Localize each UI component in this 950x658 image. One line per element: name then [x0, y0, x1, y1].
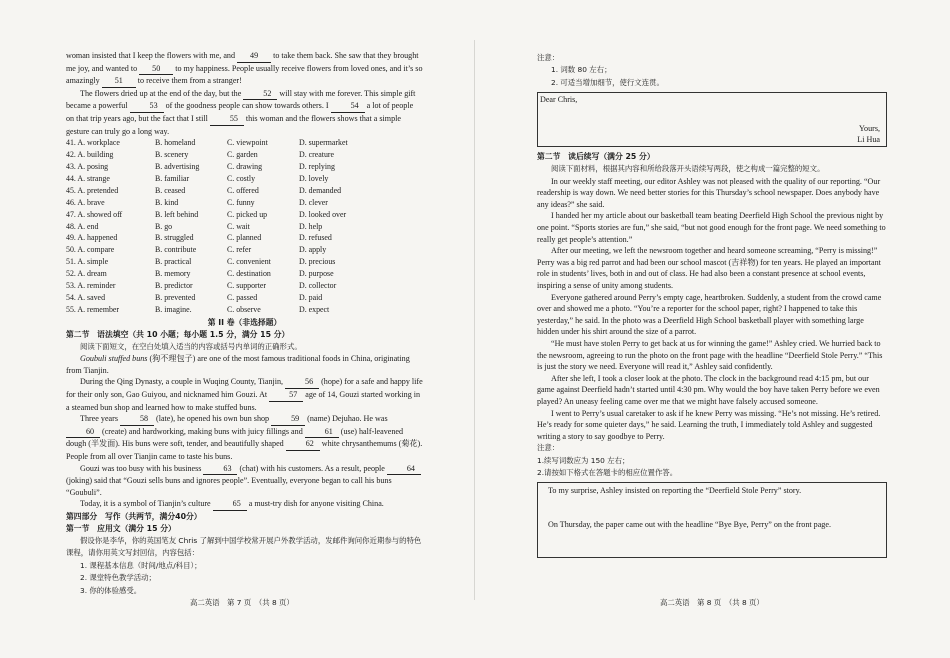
option-choice[interactable]: C. planned [227, 233, 262, 243]
writing-point-1: 1. 课程基本信息（时间/地点/科目）； [80, 560, 202, 570]
option-choice[interactable]: 45. A. pretended [66, 185, 119, 195]
notes-title: 注意： [537, 53, 560, 62]
story-paragraph-4: Everyone gathered around Perry’s empty cage, heartbroken. Suddenly, a student from the crowd came over and showed me a photo. “You’re a reporter for the school paper, right? I happened to take this yesterday,” he said. In the photo was a Deerfield High School basketball player with something large hidden under his shirt around the size of a parrot. [537, 292, 882, 337]
option-row [66, 232, 423, 244]
option-choice[interactable]: D. help [299, 221, 323, 231]
grammar-paragraph-4: Gouzi was too busy with his business 63 (chat) with his customers. As a result, people 64 (joking) said that “Gouzi sells buns and ignores people”. Eventually, everyone began to call his buns “Goubuli”. [66, 463, 423, 499]
story-paragraph-5: “He must have stolen Perry to get back at us for winning the game!” Ashley cried. We hurried back to the newsroom, agreeing to run the photo on the front page with the headline “Deerfield Stole Perry.” “This is just the story we need. Everyone will read it,” Ashley said confidently. [537, 338, 883, 372]
part2-title: 第 II 卷（非选择题） [207, 317, 282, 327]
option-row [66, 268, 423, 280]
answer-blank-49[interactable]: 49 [237, 50, 271, 63]
prompt-paragraph-2: On Thursday, the paper came out with the headline “Bye Bye, Perry” on the front page. [548, 519, 831, 529]
option-choice[interactable]: B. left behind [155, 209, 199, 219]
note-2: 2. 可适当增加细节，使行文连贯。 [551, 77, 664, 87]
option-row [66, 209, 423, 221]
cloze-options [66, 137, 423, 316]
letter-greeting: Dear Chris, [540, 95, 578, 105]
answer-blank-56[interactable]: 56 [285, 376, 319, 389]
option-choice[interactable]: D. looked over [299, 209, 347, 219]
option-choice[interactable]: D. refused [299, 233, 332, 243]
option-row [66, 304, 423, 316]
grammar-paragraph-3: Three years 58 (late), he opened his own bun shop 59 (name) Dejuhao. He was 60 (create) and hardworking, making buns with juicy fillings and 61 (use) half-leavened dough (半发面). His buns were soft, tender, and beautifully shaped 62 white chrysanthemums (菊花). People from all over Tianjin came to taste his buns. [66, 414, 423, 461]
option-choice[interactable]: B. scenery [155, 150, 189, 160]
option-choice[interactable]: 43. A. posing [66, 161, 109, 171]
answer-blank-52[interactable]: 52 [243, 88, 277, 101]
grammar-section-title: 第二节 语法填空（共 10 小题；每小题 1.5 分，满分 15 分） [66, 329, 290, 339]
option-row [66, 161, 423, 173]
prompt-paragraph-1: To my surprise, Ashley insisted on reporting the “Deerfield Stole Perry” story. [548, 485, 802, 495]
option-choice[interactable]: D. purpose [299, 269, 334, 279]
writing-part-title: 第四部分 写作（共两节，满分40分） [66, 511, 202, 521]
option-choice[interactable]: 42. A. building [66, 150, 114, 160]
note-1: 1. 词数 80 左右； [551, 65, 612, 75]
option-choice[interactable]: B. memory [155, 269, 191, 279]
notes2-item-2: 2.请按如下格式在答题卡的相应位置作答。 [537, 468, 678, 478]
option-choice[interactable]: B. prevented [155, 292, 196, 302]
answer-blank-57[interactable]: 57 [269, 389, 303, 402]
option-choice[interactable]: B. imagine. [155, 304, 192, 314]
option-choice[interactable]: B. familiar [155, 173, 190, 183]
option-row [66, 197, 423, 209]
option-choice[interactable]: D. paid [299, 292, 323, 302]
option-choice[interactable]: 55. A. remember [66, 304, 120, 314]
option-choice[interactable]: C. refer [227, 245, 252, 255]
answer-blank-63[interactable]: 63 [203, 463, 237, 476]
story-paragraph-3: After our meeting, we left the newsroom together and heard someone screaming, “Perry is missing!” Perry was a big red parrot and had been our school mascot (吉祥物) for ten years. He played an important role in students’ lives, both in and out of class. He had also been a constant presence at school events, inspiring a sense of unity among students. [537, 246, 881, 290]
option-choice[interactable]: 50. A. compare [66, 245, 115, 255]
option-row [66, 280, 423, 292]
cloze-passage-final-paragraph: The flowers dried up at the end of the day, but the 52 will stay with me forever. This simple gift became a powerful 53 of the goodness people can show towards others. I 54 a lot of people on that trip years ago, but the fact that I still 55 this woman and the flowers shows that a simple gesture can truly go a long way. [66, 88, 416, 136]
option-choice[interactable]: C. passed [227, 292, 258, 302]
option-choice[interactable]: C. destination [227, 269, 271, 279]
option-choice[interactable]: C. viewpoint [227, 138, 268, 148]
option-row [66, 244, 423, 256]
option-choice[interactable]: D. demanded [299, 185, 342, 195]
letter-signature: Li Hua [857, 134, 880, 144]
right-page-footer: 高二英语 第 8 页 （共 8 页） [660, 598, 764, 607]
writing-section1-title: 第一节 应用文（满分 15 分） [66, 523, 176, 533]
continuation-instructions: 阅读下面材料，根据其内容和所给段落开头语续写两段，使之构成一篇完整的短文。 [551, 164, 825, 174]
answer-blank-65[interactable]: 65 [213, 498, 247, 511]
grammar-instructions: 阅读下面短文，在空白处填入适当的内容或括号内单词的正确形式。 [80, 341, 302, 351]
option-choice[interactable]: 49. A. happened [66, 233, 118, 243]
option-choice[interactable]: C. picked up [227, 209, 268, 219]
answer-blank-58[interactable]: 58 [120, 413, 154, 426]
option-choice[interactable]: B. practical [155, 257, 192, 267]
answer-blank-60[interactable]: 60 [66, 426, 100, 439]
letter-closing: Yours, [859, 123, 880, 133]
option-choice[interactable]: 52. A. dream [66, 269, 107, 279]
option-row [66, 292, 423, 304]
answer-blank-50[interactable]: 50 [139, 63, 173, 76]
option-choice[interactable]: D. lovely [299, 173, 329, 183]
option-choice[interactable]: B. contribute [155, 245, 197, 255]
answer-blank-54[interactable]: 54 [331, 100, 365, 113]
option-row [66, 256, 423, 268]
option-row [66, 137, 423, 149]
option-choice[interactable]: C. convenient [227, 257, 271, 267]
option-choice[interactable]: D. precious [299, 257, 336, 267]
option-choice[interactable]: C. garden [227, 150, 258, 160]
notes2-title: 注意： [537, 443, 560, 453]
answer-blank-55[interactable]: 55 [210, 113, 244, 126]
grammar-paragraph-1: Goubuli stuffed buns (狗不理包子) are one of the most famous traditional foods in China, originating from Tianjin. [66, 354, 410, 375]
story-paragraph-7: I went to Perry’s usual caretaker to ask if he knew Perry was missing. “He’s not missing. He’s retired. He’s ready for some quieter days,” he said. Learning the truth, I immediately told Ashley and suggested writing a story to say goodbye to Perry. [537, 408, 881, 441]
right-page [537, 52, 887, 558]
answer-blank-51[interactable]: 51 [102, 75, 136, 88]
option-choice[interactable]: D. apply [299, 245, 327, 255]
story-paragraph-1: In our weekly staff meeting, our editor Ashley was not pleased with the quality of our reporting. “Our readership is way down. We need better stories for this Thursday’s school newspaper. Does anybody have any ideas?” she said. [537, 176, 881, 209]
option-choice[interactable]: D. collector [299, 281, 337, 291]
option-choice[interactable]: B. predictor [155, 281, 193, 291]
option-choice[interactable]: B. ceased [155, 185, 186, 195]
italic-term: Goubuli stuffed buns [80, 354, 148, 364]
option-choice[interactable]: C. observe [227, 304, 261, 314]
option-choice[interactable]: 46. A. brave [66, 197, 105, 207]
option-choice[interactable]: D. creature [299, 150, 335, 160]
option-choice[interactable]: B. homeland [155, 138, 196, 148]
option-row [66, 173, 423, 185]
letter-answer-box[interactable] [537, 92, 887, 147]
answer-blank-62[interactable]: 62 [286, 438, 320, 451]
story-paragraph-2: I handed her my article about our basketball team beating Deerfield High School the previous night by one point. “Sports stories are fun,” she said, “but not good enough for the front page. We need something to really get people’s attention.” [537, 211, 886, 244]
option-choice[interactable]: C. supporter [227, 281, 267, 291]
option-row [66, 149, 423, 161]
option-choice[interactable]: D. expect [299, 304, 330, 314]
writing-point-2: 2. 课堂特色教学活动； [80, 573, 156, 583]
option-row [66, 185, 423, 197]
option-choice[interactable]: C. drawing [227, 161, 263, 171]
writing-section1-instructions: 假设你是李华，你的英国笔友 Chris 了解到中国学校常开展户外教学活动，发邮件询问你近期参与的特色课程，请你用英文写封回信，内容包括： [66, 535, 422, 558]
option-choice[interactable]: 41. A. workplace [66, 138, 120, 148]
option-choice[interactable]: B. go [155, 221, 173, 231]
option-choice[interactable]: 53. A. reminder [66, 281, 116, 291]
notes2-item-1: 1.续写词数应为 150 左右； [537, 455, 630, 465]
writing-point-3: 3. 你的体验感受。 [80, 585, 142, 595]
left-page [66, 50, 423, 597]
option-choice[interactable]: B. kind [155, 197, 179, 207]
option-choice[interactable]: C. costly [227, 173, 256, 183]
answer-blank-61[interactable]: 61 [305, 426, 339, 439]
cloze-passage-end: woman insisted that I keep the flowers with me, and 49 to take them back. She saw that they brought me joy, and wanted to 50 to my happiness. People usually receive flowers from loved ones, and it’s so amazingly 51 to receive them from a stranger! [66, 50, 423, 88]
option-row [66, 221, 423, 233]
option-choice[interactable]: D. supermarket [299, 138, 348, 148]
grammar-paragraph-2: During the Qing Dynasty, a couple in Wuqing County, Tianjin, 56 (hope) for a safe and happy life for their only son, Gao Guiyou, and nicknamed him Gouzi. At 57 age of 14, Gouzi started working in a steamed bun shop and learned how to make stuffed buns. [66, 377, 423, 412]
answer-blank-64[interactable]: 64 [387, 463, 421, 476]
option-choice[interactable]: D. clever [299, 197, 328, 207]
continuation-answer-box[interactable] [537, 482, 887, 558]
story-paragraph-6: After she left, I took a closer look at the photo. The clock in the background read 4:15 pm, but our game against Deerfield hadn’t started until 4:30 pm. Why would the boy have taken Perry before we even played? An uneasy feeling came over me that we might have falsely accused someone. [537, 373, 880, 406]
page-divider [474, 40, 475, 600]
option-choice[interactable]: 48. A. end [66, 221, 99, 231]
answer-blank-53[interactable]: 53 [130, 100, 164, 113]
option-choice[interactable]: B. struggled [155, 233, 194, 243]
option-choice[interactable]: B. advertising [155, 161, 200, 171]
answer-blank-59[interactable]: 59 [271, 413, 305, 426]
option-choice[interactable]: 47. A. showed off [66, 209, 123, 219]
option-choice[interactable]: C. offered [227, 185, 259, 195]
continuation-section-title: 第二节 读后续写（满分 25 分） [537, 152, 655, 162]
option-choice[interactable]: D. replying [299, 161, 335, 171]
option-choice[interactable]: 44. A. strange [66, 173, 110, 183]
option-choice[interactable]: C. wait [227, 221, 250, 231]
option-choice[interactable]: 54. A. saved [66, 292, 106, 302]
grammar-paragraph-5: Today, it is a symbol of Tianjin’s culture 65 a must-try dish for anyone visiting China. [66, 498, 423, 511]
option-choice[interactable]: C. funny [227, 197, 255, 207]
left-page-footer: 高二英语 第 7 页 （共 8 页） [190, 598, 294, 607]
option-choice[interactable]: 51. A. simple [66, 257, 109, 267]
